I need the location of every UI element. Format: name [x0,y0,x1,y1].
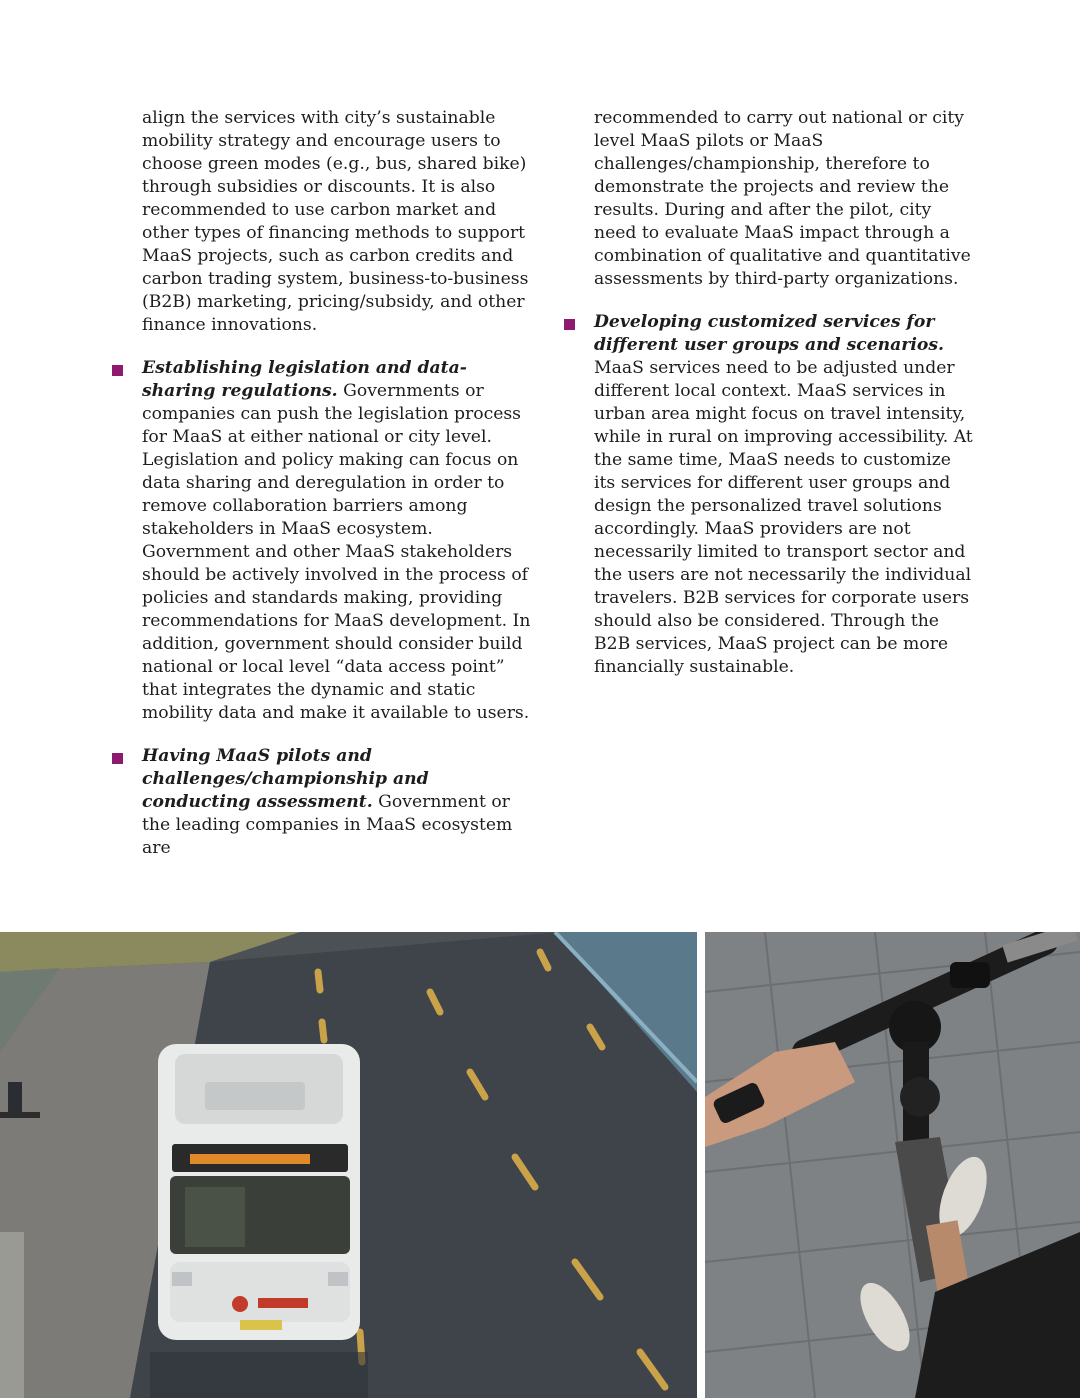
bullet-item-pilots [142,745,532,860]
bus-road-photo [0,932,697,1398]
scooter-photo [705,932,1080,1398]
bullet-body: Governments or companies can push the legislation process for MaaS at either national or city level. Legislation and policy making can focus on data sharing and deregulation in order to remove collaboration barriers among stakeholders in MaaS ecosystem. Government and other MaaS stakeholders should be actively involved in the process of policies and standards making, providing recommendations for MaaS development. In addition, government should consider build national or local level “data access point” that integrates the dynamic and static mobility data and make it available to users. [142,381,531,723]
bullet-item-customized-services [594,311,974,679]
bullet-square-icon [112,365,123,376]
bullet-paragraph [142,357,532,725]
bullet-lead: Developing customized services for different user groups and scenarios. [594,312,945,355]
continuation-paragraph: recommended to carry out national or city level MaaS pilots or MaaS challenges/championship, therefore to demonstrate the projects and review the results. During and after the pilot, city need to evaluate MaaS impact through a combination of qualitative and quantitative assessments by third-party organizations. [594,108,971,289]
bullet-lead: Having MaaS pilots and challenges/championship and conducting assessment. [142,746,429,812]
intro-paragraph: align the services with city’s sustainable mobility strategy and encourage users to choose green modes (e.g., bus, shared bike) through subsidies or discounts. It is also recommended to use carbon market and other types of financing methods to support MaaS projects, such as carbon credits and carbon trading system, business-to-business (B2B) marketing, pricing/subsidy, and other finance innovations. [142,108,529,335]
bullet-item-legislation [142,357,532,725]
left-column [142,107,532,860]
bullet-square-icon [564,319,575,330]
bullet-square-icon [112,753,123,764]
bullet-paragraph [142,745,532,860]
bullet-lead: Establishing legislation and data-sharing regulations. [142,358,467,401]
photo-strip [0,932,1080,1398]
right-column [594,107,974,679]
bullet-paragraph [594,311,974,679]
bullet-body: MaaS services need to be adjusted under different local context. MaaS services in urban area might focus on travel intensity, while in rural on improving accessibility. At the same time, MaaS needs to customize its services for different user groups and design the personalized travel solutions accordingly. MaaS providers are not necessarily limited to transport sector and the users are not necessarily the individual travelers. B2B services for corporate users should also be considered. Through the B2B services, MaaS project can be more financially sustainable. [594,358,973,677]
bullet-body: Government or the leading companies in MaaS ecosystem are [142,792,513,858]
